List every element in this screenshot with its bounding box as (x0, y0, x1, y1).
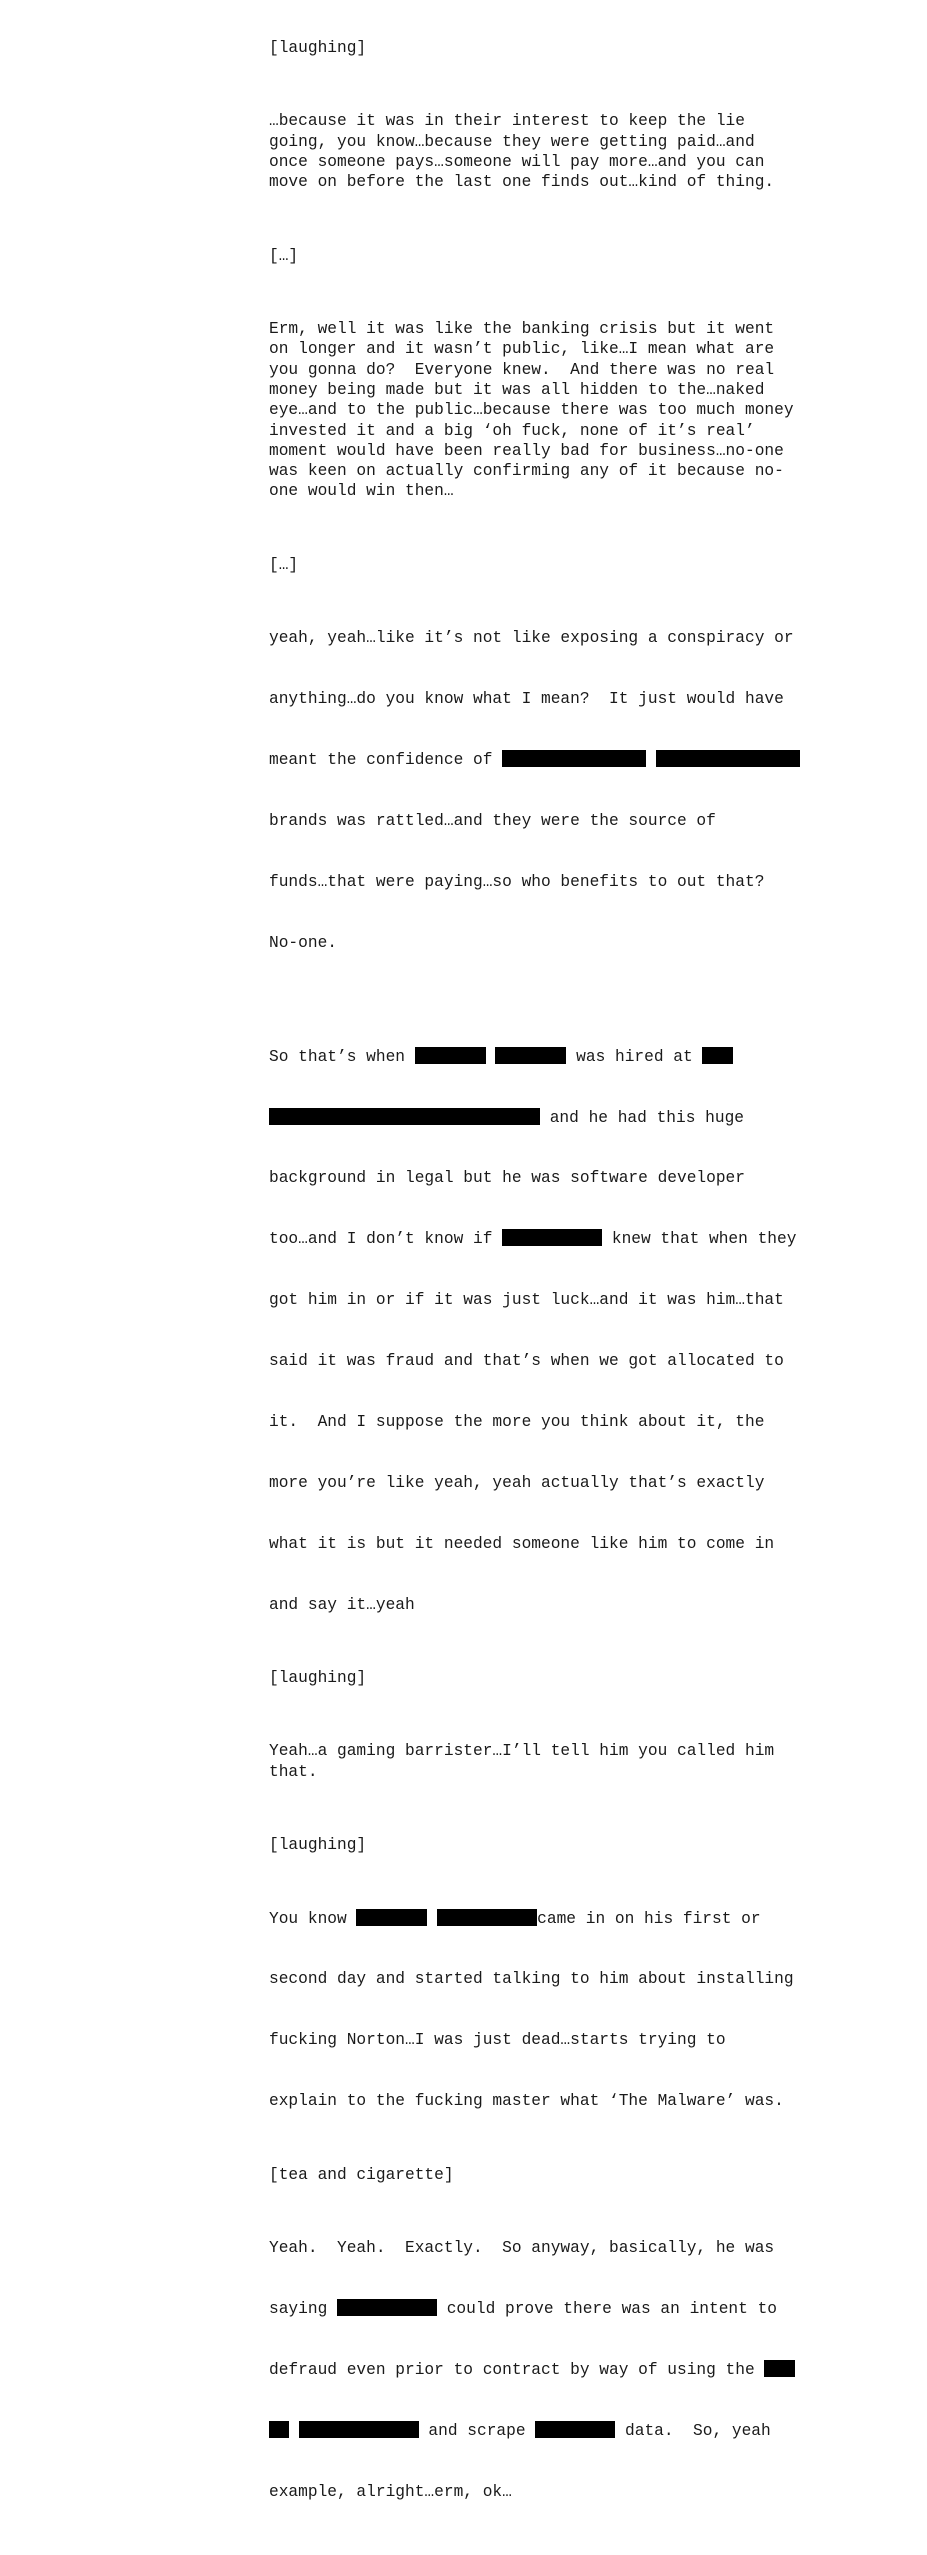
redaction-block (356, 1909, 427, 1926)
redaction-block (337, 2299, 437, 2316)
transcript-paragraph: …because it was in their interest to keep the lie going, you know…because they were getting paid…and once someone pays…someone will pay more…and you can move on before the last one finds out…kind of thing. (269, 112, 775, 192)
redaction-block (299, 2421, 419, 2438)
transcript-paragraph: Yeah…a gaming barrister…I’ll tell him you called him that. (269, 1742, 775, 1781)
transcript-paragraph: So that’s when was hired at and he had this huge background in legal but he was software developer too…and I don’t know if knew that when they got him in or if it was just luck…and it was him…that said it was fraud and that’s when we got allocated to it. And I suppose the more you think about it, the more you’re like yeah, yeah actually that’s exactly what it is but it needed someone like him to come in and say it…yeah (269, 1047, 797, 1614)
stage-direction: [laughing] (269, 39, 367, 57)
stage-direction: [laughing] (269, 1836, 367, 1855)
stage-direction: [laughing] (269, 1669, 367, 1688)
transcript-paragraph: Yeah. Yeah. Exactly. So anyway, basically, he was saying could prove there was an intent to defraud even prior to contract by way of using the and scrape data. So, yeah example, alright…erm, ok… (269, 2197, 829, 2542)
transcript-page (269, 38, 829, 2555)
omission-marker: […] (269, 246, 299, 265)
redaction-block (502, 750, 646, 767)
redaction-block (269, 1108, 540, 1125)
redaction-block (702, 1047, 733, 1064)
stage-direction: [tea and cigarette] (269, 2165, 454, 2184)
redaction-block (437, 1909, 537, 1926)
transcript-paragraph: You know came in on his first or second day and started talking to him about installing fucking Norton…I was just dead…starts trying to explain to the fucking master what ‘The Malware’ was. (269, 1909, 794, 2111)
redaction-block (502, 1229, 602, 1246)
redaction-block (764, 2360, 795, 2377)
redaction-block (535, 2421, 615, 2438)
redaction-block (495, 1047, 566, 1064)
transcript-paragraph: yeah, yeah…like it’s not like exposing a conspiracy or anything…do you know what I mean? It just would have meant the confidence of brands was rattled…and they were the source of funds…that were paying…so who benefits to out that? No-one. (269, 588, 829, 994)
redaction-block (269, 2421, 289, 2438)
omission-marker: […] (269, 555, 299, 574)
redaction-block (415, 1047, 486, 1064)
redaction-block (656, 750, 800, 767)
transcript-paragraph: Erm, well it was like the banking crisis but it went on longer and it wasn’t public, like…I mean what are you gonna do? Everyone knew. And there was no real money being made but it was all hidden to the…naked eye…and to the public…because there was too much money invested it and a big ‘oh fuck, none of it’s real’ moment would have been really bad for business…no-one was keen on actually confirming any of it because no- one would win then… (269, 320, 794, 501)
